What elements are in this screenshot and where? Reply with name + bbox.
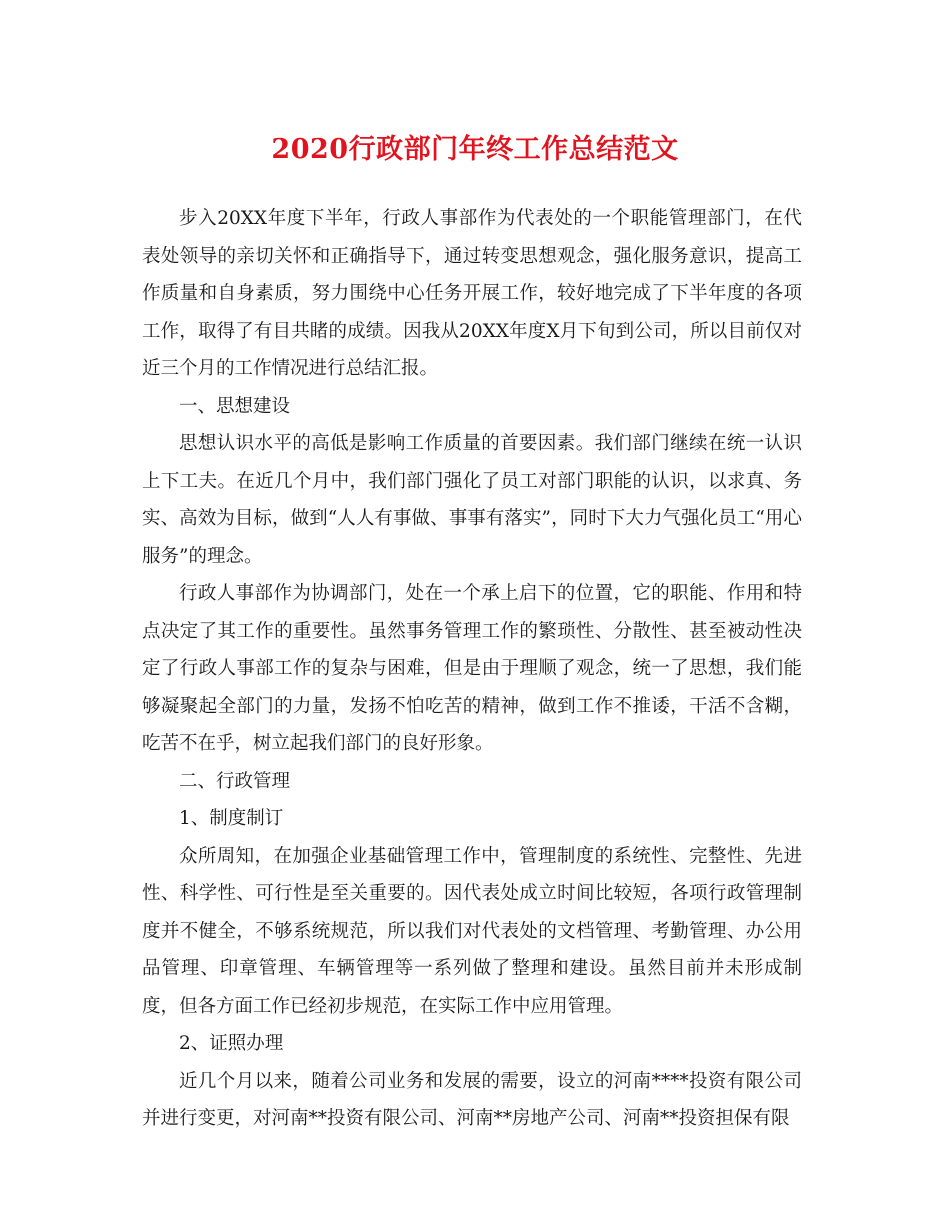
paragraph-ideology-2: 行政人事部作为协调部门，处在一个承上启下的位置，它的职能、作用和特点决定了其工作的重要性。虽然事务管理工作的繁琐性、分散性、甚至被动性决定了行政人事部工作的复杂与困难，但是由于理顺了观念，统一了思想，我们能够凝聚起全部门的力量，发扬不怕吃苦的精神，做到工作不推诿，干活不含糊，吃苦不在乎，树立起我们部门的良好形象。 <box>142 583 802 754</box>
section-heading-ideology: 一、思想建设 <box>179 395 291 417</box>
section-heading-admin: 二、行政管理 <box>179 770 291 792</box>
document-body <box>142 200 802 1138</box>
document-title: 2020行政部门年终工作总结范文 <box>271 134 679 165</box>
subheading-rules: 1、制度制订 <box>179 808 284 829</box>
subheading-licenses: 2、证照办理 <box>179 1033 284 1054</box>
paragraph-intro: 步入20XX年度下半年，行政人事部作为代表处的一个职能管理部门，在代表处领导的亲切关怀和正确指导下，通过转变思想观念，强化服务意识，提高工作质量和自身素质，努力围绕中心任务开展工作，较好地完成了下半年度的各项工作，取得了有目共睹的成绩。因我从20XX年度X月下旬到公司，所以目前仅对近三个月的工作情况进行总结汇报。 <box>142 208 802 379</box>
paragraph-ideology-1: 思想认识水平的高低是影响工作质量的首要因素。我们部门继续在统一认识上下工夫。在近几个月中，我们部门强化了员工对部门职能的认识，以求真、务实、高效为目标，做到“人人有事做、事事有落实”，同时下大力气强化员工“用心服务”的理念。 <box>142 433 802 567</box>
paragraph-rules: 众所周知，在加强企业基础管理工作中，管理制度的系统性、完整性、先进性、科学性、可行性是至关重要的。因代表处成立时间比较短，各项行政管理制度并不健全，不够系统规范，所以我们对代表处的文档管理、考勤管理、办公用品管理、印章管理、车辆管理等一系列做了整理和建设。虽然目前并未形成制度，但各方面工作已经初步规范，在实际工作中应用管理。 <box>142 845 802 1017</box>
paragraph-licenses: 近几个月以来，随着公司业务和发展的需要，设立的河南****投资有限公司并进行变更，对河南**投资有限公司、河南**房地产公司、河南**投资担保有限 <box>142 1070 802 1129</box>
